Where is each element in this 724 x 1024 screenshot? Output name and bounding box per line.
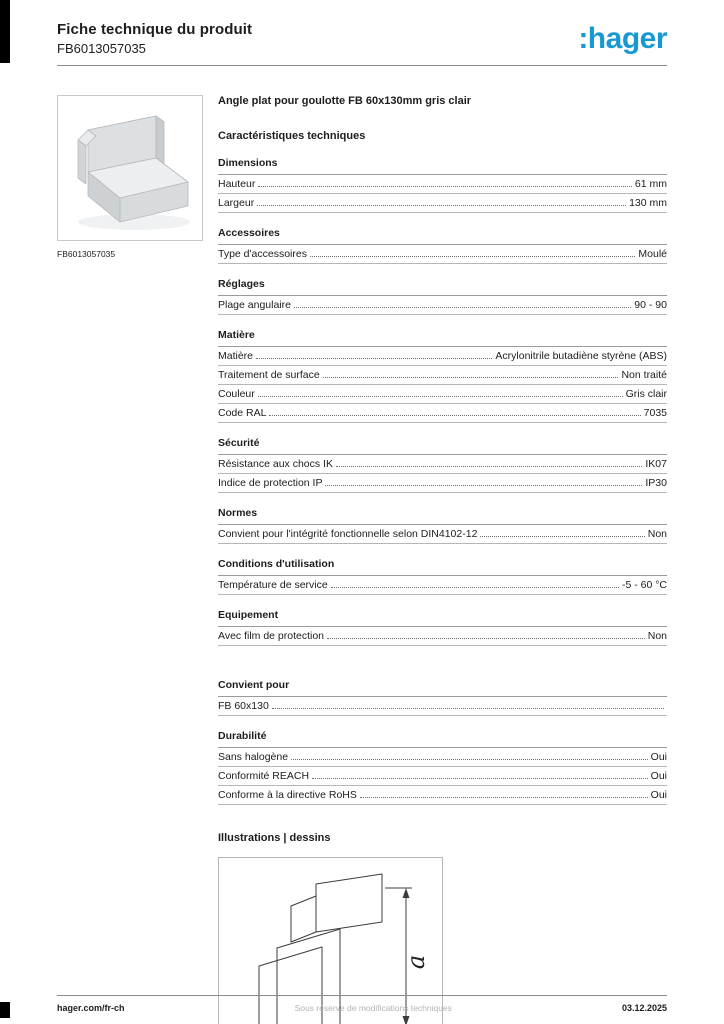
group-title-reglages: Réglages (218, 278, 667, 296)
spec-label: Largeur (218, 197, 255, 209)
spec-label: Température de service (218, 579, 328, 591)
body-area (57, 95, 667, 1024)
spec-value: Oui (650, 751, 667, 763)
spec-value: 61 mm (634, 178, 667, 190)
spec-value: Oui (650, 770, 667, 782)
illustrations-heading: Illustrations | dessins (218, 832, 331, 844)
spec-value: 130 mm (629, 197, 667, 209)
group-equipement (218, 609, 667, 646)
spec-value: Gris clair (625, 388, 667, 400)
dotted-leader (272, 708, 664, 709)
group-accessoires (218, 227, 667, 264)
spec-label: Type d'accessoires (218, 248, 307, 260)
spec-label: Hauteur (218, 178, 256, 190)
dotted-leader (291, 759, 648, 760)
spec-label: Couleur (218, 388, 255, 400)
spec-label: Avec film de protection (218, 630, 325, 642)
dotted-leader (331, 587, 619, 588)
spec-row (218, 194, 667, 213)
hager-logo: :hager (578, 21, 667, 55)
dotted-leader (360, 797, 648, 798)
group-conditions (218, 558, 667, 595)
group-durabilite (218, 730, 667, 805)
dotted-leader (269, 415, 640, 416)
spec-row (218, 455, 667, 474)
dotted-leader (258, 396, 623, 397)
spec-value: 7035 (643, 407, 667, 419)
group-title-dimensions: Dimensions (218, 157, 667, 175)
dotted-leader (336, 466, 642, 467)
spec-row (218, 627, 667, 646)
group-title-conditions: Conditions d'utilisation (218, 558, 667, 576)
spec-label: Traitement de surface (218, 369, 320, 381)
product-render-illustration (58, 96, 202, 240)
group-title-accessoires: Accessoires (218, 227, 667, 245)
spec-row (218, 525, 667, 544)
dotted-leader (294, 307, 631, 308)
dotted-leader (327, 638, 645, 639)
top-left-black-bar (0, 0, 10, 63)
product-title: Angle plat pour goulotte FB 60x130mm gris clair (218, 95, 472, 107)
spec-row (218, 385, 667, 404)
spec-label: Indice de protection IP (218, 477, 323, 489)
product-code: FB6013057035 (57, 41, 146, 56)
spec-row (218, 175, 667, 194)
dotted-leader (480, 536, 644, 537)
dotted-leader (323, 377, 619, 378)
product-image (57, 95, 203, 241)
dotted-leader (312, 778, 648, 779)
spec-row (218, 404, 667, 423)
footer-date: 03.12.2025 (621, 1003, 667, 1013)
dotted-leader (325, 485, 642, 486)
dimension-label-a: a (402, 954, 430, 970)
spec-label: Convient pour l'intégrité fonctionnelle selon DIN4102-12 (218, 528, 478, 540)
left-column (57, 95, 203, 1024)
spec-row (218, 296, 667, 315)
spec-row (218, 576, 667, 595)
product-image-caption: FB6013057035 (57, 249, 116, 259)
dotted-leader (310, 256, 635, 257)
spec-label: Conforme à la directive RoHS (218, 789, 357, 801)
spec-value: Oui (650, 789, 667, 801)
group-title-durabilite: Durabilité (218, 730, 667, 748)
footer (57, 995, 667, 1013)
group-convient-pour (218, 679, 667, 716)
spec-value: IP30 (645, 477, 667, 489)
group-title-equipement: Equipement (218, 609, 667, 627)
bottom-left-black-bar (0, 1002, 10, 1018)
spec-value: 90 - 90 (634, 299, 667, 311)
section-heading-caracteristiques: Caractéristiques techniques (218, 130, 366, 142)
spec-value: Acrylonitrile butadiène styrène (ABS) (495, 350, 667, 362)
spec-label: Matière (218, 350, 254, 362)
header-text-block (57, 21, 252, 56)
group-title-matiere: Matière (218, 329, 667, 347)
spec-row (218, 474, 667, 493)
footer-site: hager.com/fr-ch (57, 1003, 125, 1013)
spec-row (218, 786, 667, 805)
spec-row (218, 748, 667, 767)
spec-value: Moulé (638, 248, 667, 260)
group-normes (218, 507, 667, 544)
group-title-securite: Sécurité (218, 437, 667, 455)
dotted-leader (256, 358, 492, 359)
spec-label: FB 60x130 (218, 700, 269, 712)
spec-label: Sans halogène (218, 751, 289, 763)
spec-value: IK07 (645, 458, 667, 470)
group-title-convient-pour: Convient pour (218, 679, 667, 697)
group-securite (218, 437, 667, 493)
group-dimensions (218, 157, 667, 213)
group-reglages (218, 278, 667, 315)
spec-row (218, 245, 667, 264)
spec-value: Non (647, 630, 667, 642)
footer-note: Sous réserve de modifications techniques (294, 1003, 452, 1013)
spec-label: Plage angulaire (218, 299, 291, 311)
spec-value: -5 - 60 °C (621, 579, 667, 591)
spec-label: Conformité REACH (218, 770, 310, 782)
spec-label: Code RAL (218, 407, 267, 419)
dotted-leader (257, 205, 626, 206)
spec-row (218, 767, 667, 786)
spec-value: Non (647, 528, 667, 540)
spec-row (218, 366, 667, 385)
spec-row (218, 697, 667, 716)
spec-row (218, 347, 667, 366)
spec-value: Non traité (621, 369, 667, 381)
header (57, 0, 667, 66)
spec-label: Résistance aux chocs IK (218, 458, 333, 470)
group-matiere (218, 329, 667, 423)
group-title-normes: Normes (218, 507, 667, 525)
page-title: Fiche technique du produit (57, 21, 253, 38)
dotted-leader (258, 186, 632, 187)
right-column (218, 95, 667, 1024)
